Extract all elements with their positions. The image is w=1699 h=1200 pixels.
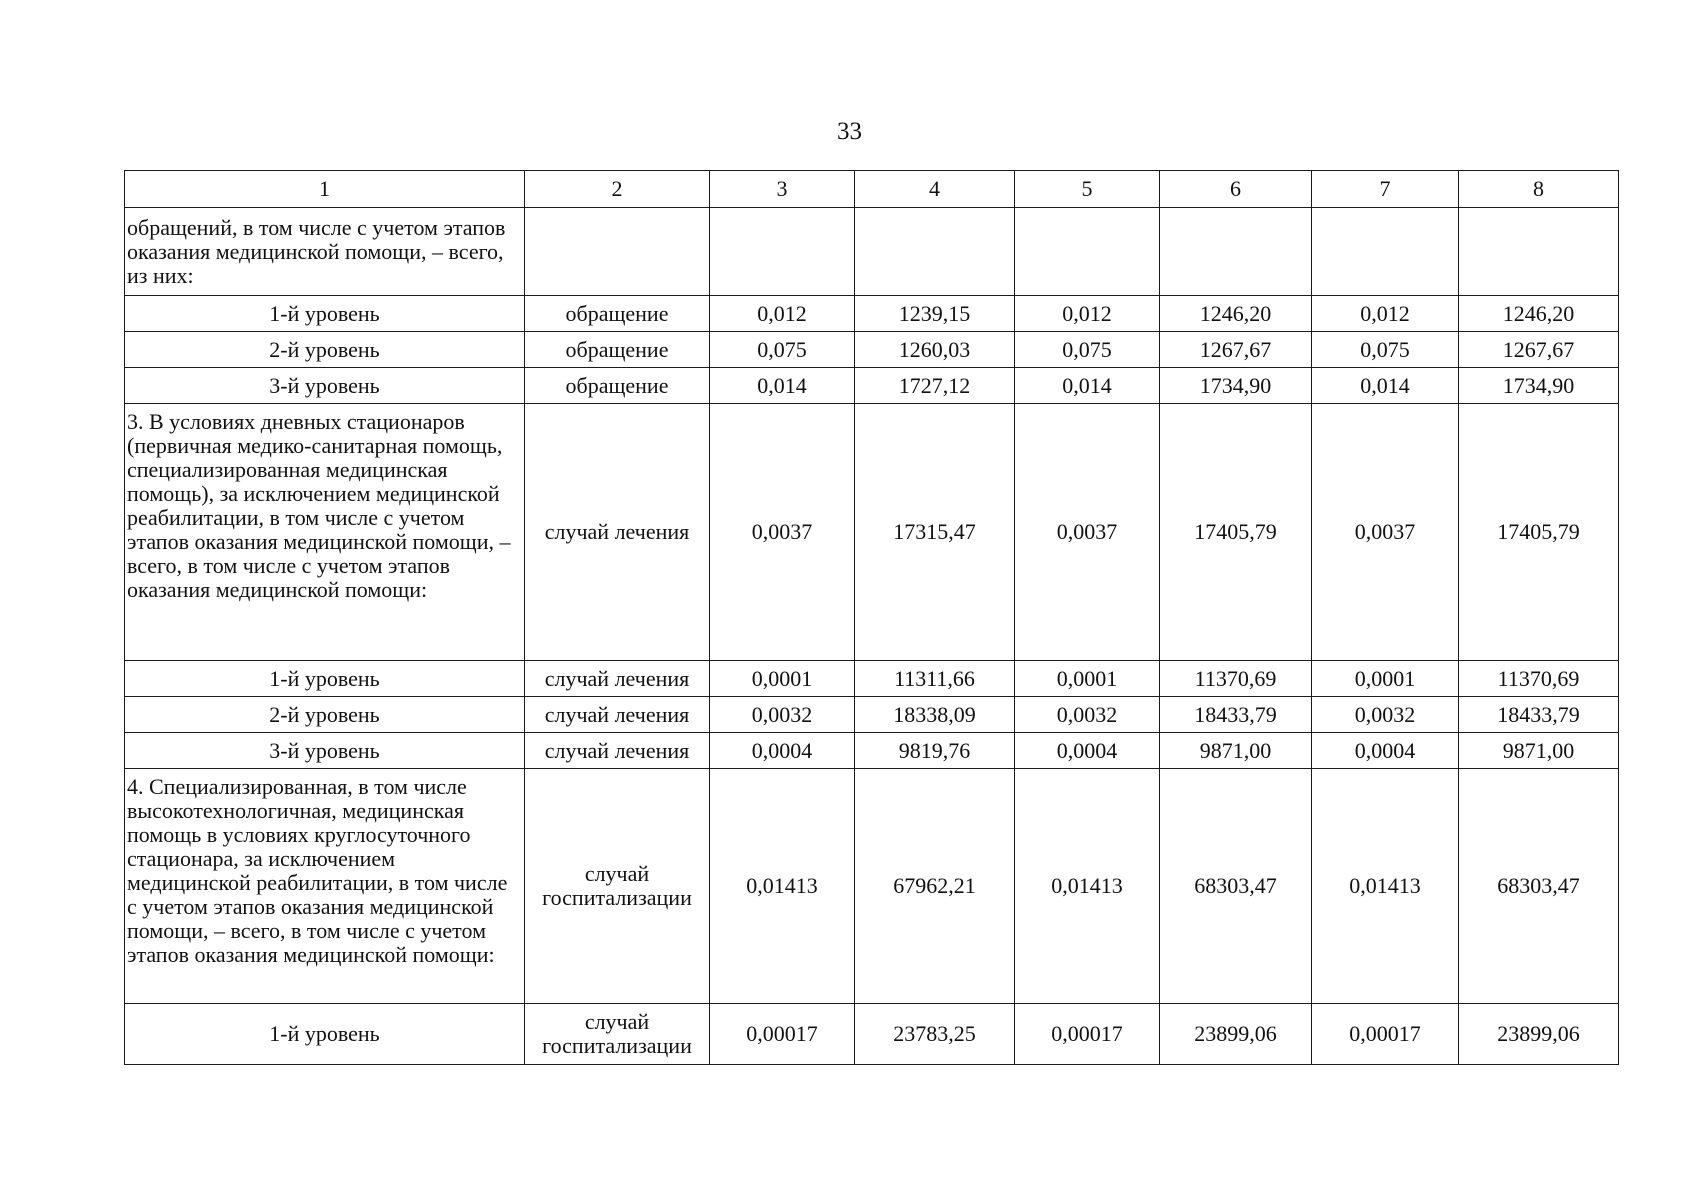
value-cell <box>1459 208 1619 296</box>
table-row <box>125 1004 1619 1065</box>
value-cell: 0,00017 <box>1015 1004 1160 1065</box>
value-cell: 0,0032 <box>1312 697 1459 733</box>
value-cell: 0,01413 <box>1312 769 1459 1004</box>
value-cell: 0,014 <box>1015 368 1160 404</box>
value-cell: 0,012 <box>1015 296 1160 332</box>
value-cell: 1267,67 <box>1459 332 1619 368</box>
table-row <box>125 208 1619 296</box>
column-header-3: 3 <box>710 171 855 208</box>
value-cell: 17405,79 <box>1160 404 1312 661</box>
row-label: обращений, в том числе с учетом этапов оказания медицинской помощи, – всего, из них: <box>125 208 525 296</box>
value-cell <box>1160 208 1312 296</box>
value-cell <box>1015 208 1160 296</box>
column-header-7: 7 <box>1312 171 1459 208</box>
value-cell <box>710 208 855 296</box>
row-label: 1-й уровень <box>125 296 525 332</box>
value-cell: 11370,69 <box>1160 661 1312 697</box>
value-cell: 0,014 <box>710 368 855 404</box>
value-cell: 9819,76 <box>855 733 1015 769</box>
value-cell: 0,00017 <box>710 1004 855 1065</box>
unit-cell: случай лечения <box>525 661 710 697</box>
value-cell: 1727,12 <box>855 368 1015 404</box>
value-cell: 18433,79 <box>1459 697 1619 733</box>
table-row <box>125 368 1619 404</box>
value-cell: 0,0004 <box>710 733 855 769</box>
value-cell: 0,0032 <box>710 697 855 733</box>
value-cell <box>855 208 1015 296</box>
value-cell: 1267,67 <box>1160 332 1312 368</box>
unit-cell: случай лечения <box>525 697 710 733</box>
unit-cell: обращение <box>525 296 710 332</box>
unit-cell: случай лечения <box>525 404 710 661</box>
value-cell: 0,0037 <box>1015 404 1160 661</box>
value-cell: 0,0004 <box>1015 733 1160 769</box>
value-cell: 0,075 <box>710 332 855 368</box>
value-cell: 1246,20 <box>1160 296 1312 332</box>
value-cell: 0,075 <box>1015 332 1160 368</box>
value-cell: 68303,47 <box>1459 769 1619 1004</box>
value-cell: 1239,15 <box>855 296 1015 332</box>
value-cell: 0,01413 <box>1015 769 1160 1004</box>
value-cell: 0,0001 <box>1015 661 1160 697</box>
value-cell: 17405,79 <box>1459 404 1619 661</box>
column-header-1: 1 <box>125 171 525 208</box>
value-cell: 0,0001 <box>1312 661 1459 697</box>
row-label: 4. Специализированная, в том числе высокотехнологичная, медицинская помощь в условиях круглосуточного стационара, за исключением медицинской реабилитации, в том числе с учетом этапов оказания медицинской помощи, – всего, в том числе с учетом этапов оказания медицинской помощи: <box>125 769 525 1004</box>
value-cell: 23899,06 <box>1160 1004 1312 1065</box>
value-cell: 0,012 <box>1312 296 1459 332</box>
value-cell: 0,01413 <box>710 769 855 1004</box>
unit-cell: случай госпитализации <box>525 1004 710 1065</box>
unit-cell <box>525 208 710 296</box>
value-cell: 67962,21 <box>855 769 1015 1004</box>
page-number: 33 <box>837 118 862 145</box>
row-label: 1-й уровень <box>125 1004 525 1065</box>
value-cell: 1734,90 <box>1160 368 1312 404</box>
value-cell: 18433,79 <box>1160 697 1312 733</box>
value-cell: 0,0037 <box>1312 404 1459 661</box>
row-label: 1-й уровень <box>125 661 525 697</box>
value-cell: 17315,47 <box>855 404 1015 661</box>
value-cell: 1734,90 <box>1459 368 1619 404</box>
value-cell: 0,00017 <box>1312 1004 1459 1065</box>
table-row <box>125 769 1619 1004</box>
value-cell: 9871,00 <box>1160 733 1312 769</box>
value-cell: 18338,09 <box>855 697 1015 733</box>
value-cell: 23783,25 <box>855 1004 1015 1065</box>
unit-cell: случай госпитализации <box>525 769 710 1004</box>
row-label: 3-й уровень <box>125 368 525 404</box>
row-label: 3. В условиях дневных стационаров (первичная медико-санитарная помощь, специализированная медицинская помощь), за исключением медицинской реабилитации, в том числе с учетом этапов оказания медицинской помощи, – всего, в том числе с учетом этапов оказания медицинской помощи: <box>125 404 525 661</box>
column-header-5: 5 <box>1015 171 1160 208</box>
header-row <box>125 171 1619 208</box>
value-cell: 0,0001 <box>710 661 855 697</box>
column-header-4: 4 <box>855 171 1015 208</box>
value-cell: 0,0032 <box>1015 697 1160 733</box>
row-label: 2-й уровень <box>125 697 525 733</box>
table-row <box>125 332 1619 368</box>
table-row <box>125 661 1619 697</box>
value-cell: 1246,20 <box>1459 296 1619 332</box>
column-header-2: 2 <box>525 171 710 208</box>
table-row <box>125 296 1619 332</box>
value-cell <box>1312 208 1459 296</box>
value-cell: 11370,69 <box>1459 661 1619 697</box>
column-header-6: 6 <box>1160 171 1312 208</box>
value-cell: 0,0004 <box>1312 733 1459 769</box>
value-cell: 1260,03 <box>855 332 1015 368</box>
value-cell: 11311,66 <box>855 661 1015 697</box>
value-cell: 23899,06 <box>1459 1004 1619 1065</box>
table-row <box>125 697 1619 733</box>
data-table <box>124 170 1619 1065</box>
column-header-8: 8 <box>1459 171 1619 208</box>
unit-cell: случай лечения <box>525 733 710 769</box>
value-cell: 0,0037 <box>710 404 855 661</box>
unit-cell: обращение <box>525 368 710 404</box>
unit-cell: обращение <box>525 332 710 368</box>
row-label: 2-й уровень <box>125 332 525 368</box>
table-row <box>125 404 1619 661</box>
table-row <box>125 733 1619 769</box>
value-cell: 0,014 <box>1312 368 1459 404</box>
row-label: 3-й уровень <box>125 733 525 769</box>
value-cell: 0,012 <box>710 296 855 332</box>
value-cell: 9871,00 <box>1459 733 1619 769</box>
value-cell: 68303,47 <box>1160 769 1312 1004</box>
value-cell: 0,075 <box>1312 332 1459 368</box>
